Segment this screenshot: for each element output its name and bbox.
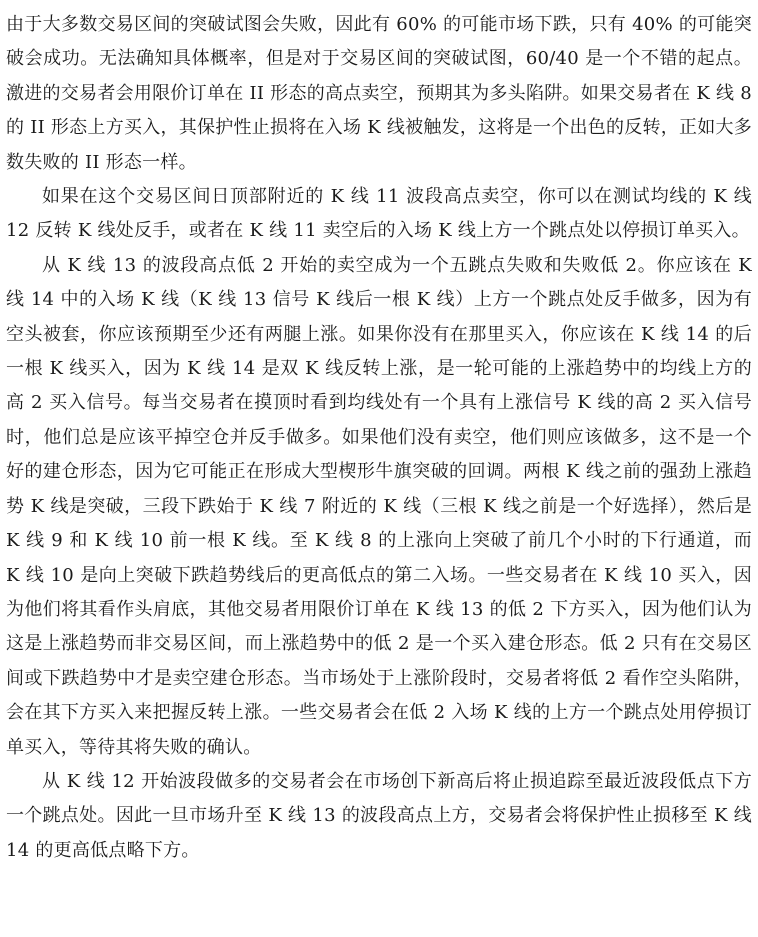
paragraph-4: 从 K 线 12 开始波段做多的交易者会在市场创下新高后将止损追踪至最近波段低点下方一个跳点处。因此一旦市场升至 K 线 13 的波段高点上方，交易者会将保护性止损移至 K 线 14 的更高低点略下方。 [6,770,752,861]
paragraph-3: 从 K 线 13 的波段高点低 2 开始的卖空成为一个五跳点失败和失败低 2。你应该在 K 线 14 中的入场 K 线（K 线 13 信号 K 线后一根 K 线）上方一个跳点处反手做多，因为有空头被套，你应该预期至少还有两腿上涨。如果你没有在那里买入，你应该在 K 线 14 的后一根 K 线买入，因为 K 线 14 是双 K 线反转上涨，是一轮可能的上涨趋势中的均线上方的高 2 买入信号。每当交易者在摸顶时看到均线处有一个具有上涨信号 K 线的高 2 买入信号时，他们总是应该平掉空仓并反手做多。如果他们没有卖空，他们则应该做多，这不是一个好的建仓形态，因为它可能正在形成大型楔形牛旗突破的回调。两根 K 线之前的强劲上涨趋势 K 线是突破，三段下跌始于 K 线 7 附近的 K 线（三根 K 线之前是一个好选择），然后是 K 线 9 和 K 线 10 前一根 K 线。至 K 线 8 的上涨向上突破了前几个小时的下行通道，而 K 线 10 是向上突破下跌趋势线后的更高低点的第二入场。一些交易者在 K 线 10 买入，因为他们将其看作头肩底，其他交易者用限价订单在 K 线 13 的低 2 下方买入，因为他们认为这是上涨趋势而非交易区间，而上涨趋势中的低 2 是一个买入建仓形态。低 2 只有在交易区间或下跌趋势中才是卖空建仓形态。当市场处于上涨阶段时，交易者将低 2 看作空头陷阱，会在其下方买入来把握反转上涨。一些交易者会在低 2 入场 K 线的上方一个跳点处用停损订单买入，等待其将失败的确认。 [6,254,752,758]
paragraph-2: 如果在这个交易区间日顶部附近的 K 线 11 波段高点卖空，你可以在测试均线的 K 线 12 反转 K 线处反手，或者在 K 线 11 卖空后的入场 K 线上方一个跳点处以停损订单买入。 [6,186,752,242]
paragraph-1: 由于大多数交易区间的突破试图会失败，因此有 60% 的可能市场下跌，只有 40% 的可能突破会成功。无法确知具体概率，但是对于交易区间的突破试图，60/40 是一个不错的起点。激进的交易者会用限价订单在 II 形态的高点卖空，预期其为多头陷阱。如果交易者在 K 线 8 的 II 形态上方买入，其保护性止损将在入场 K 线被触发，这将是一个出色的反转，正如大多数失败的 II 形态一样。 [6,14,752,173]
